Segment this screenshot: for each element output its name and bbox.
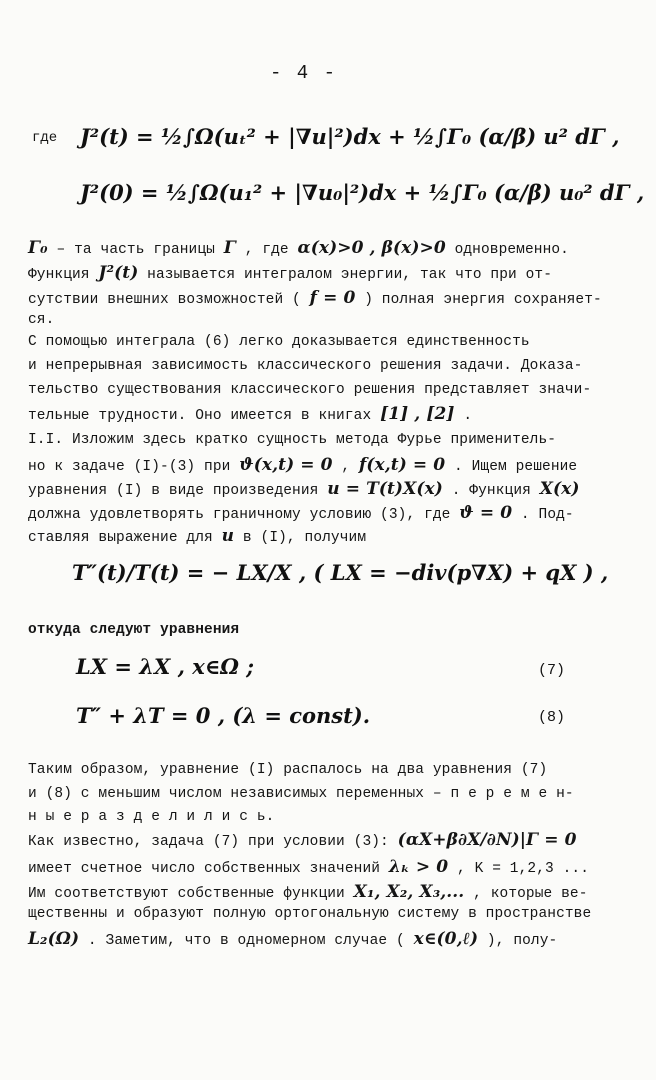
math-inline: L₂(Ω) <box>28 929 80 949</box>
text-line: и (8) с меньшим числом независимых переменных – п е р е м е н- <box>28 786 574 802</box>
text-line: уравнения (I) в виде произведения u = T(t)X(x) . Функция X(x) <box>28 479 580 499</box>
text-line: должна удовлетворять граничному условию (3), где ϑ = 0 . Под- <box>28 503 574 523</box>
where-label: где <box>32 130 58 146</box>
text-line: имеет счетное число собственных значений λₖ > 0 , K = 1,2,3 ... <box>28 857 590 877</box>
math-inline: X(x) <box>539 479 580 499</box>
math-inline: α(x)>0 , β(x)>0 <box>297 238 446 258</box>
equation-energy-0: J²(0) = ½∫Ω(u₁² + |∇u₀|²)dx + ½∫Γ₀ (α/β) u₀² dΓ , <box>80 180 645 205</box>
math-inline: u = T(t)X(x) <box>327 479 443 499</box>
math-inline: f(x,t) = 0 <box>358 455 446 475</box>
math-inline: Γ₀ <box>28 238 48 258</box>
math-inline: u <box>221 526 235 546</box>
text-line: L₂(Ω) . Заметим, что в одномерном случае ( x∈(0,ℓ) ), полу- <box>28 929 558 949</box>
text-line: Γ₀ – та часть границы Γ , где α(x)>0 , β(x)>0 одновременно. <box>28 238 569 258</box>
math-inline: (αX+β∂X/∂N)|Γ = 0 <box>397 830 577 850</box>
text-line: ставляя выражение для u в (I), получим <box>28 526 367 546</box>
text-line: но к задаче (I)-(3) при ϑ(x,t) = 0 , f(x,t) = 0 . Ищем решение <box>28 455 578 475</box>
text-line: ся. <box>28 312 55 328</box>
equation-energy-t: J²(t) = ½∫Ω(uₜ² + |∇u|²)dx + ½∫Γ₀ (α/β) u² dΓ , <box>80 124 620 149</box>
text-line: тельные трудности. Оно имеется в книгах [1] , [2] . <box>28 404 473 424</box>
equation-separation: T″(t)/T(t) = − LX/X , ( LX = −div(p∇X) + qX ) , <box>72 560 609 585</box>
text-line: сутствии внешних возможностей ( f = 0 ) полная энергия сохраняет- <box>28 288 602 308</box>
math-inline: Γ <box>223 238 236 258</box>
math-inline: x∈(0,ℓ) <box>413 929 479 949</box>
math-inline: λₖ > 0 <box>388 857 449 877</box>
text-line: Им соответствуют собственные функции X₁, X₂, X₃,... , которые ве- <box>28 882 588 902</box>
page-number: - 4 - <box>270 62 338 84</box>
citation: [1] , [2] <box>380 404 455 424</box>
text-line: Как известно, задача (7) при условии (3): (αX+β∂X/∂N)|Γ = 0 <box>28 830 577 850</box>
math-inline: ϑ = 0 <box>459 503 513 523</box>
equation-8: T″ + λT = 0 , (λ = const). <box>76 703 371 728</box>
text-line: Функция J²(t) называется интегралом энергии, так что при от- <box>28 263 553 283</box>
text-line: С помощью интеграла (6) легко доказывается единственность <box>28 334 530 350</box>
text-line: щественны и образуют полную ортогональную систему в пространстве <box>28 906 592 922</box>
text-line: н ы е р а з д е л и л и с ь. <box>28 809 275 825</box>
text-line: Таким образом, уравнение (I) распалось на два уравнения (7) <box>28 762 548 778</box>
math-inline: ϑ(x,t) = 0 <box>239 455 333 475</box>
math-inline: f = 0 <box>309 288 356 308</box>
text-line: I.I. Изложим здесь кратко сущность метода Фурье применитель- <box>28 432 557 448</box>
math-inline: X₁, X₂, X₃,... <box>353 882 465 902</box>
equation-8-number: (8) <box>538 709 566 726</box>
text-line: тельство существования классического решения представляет значи- <box>28 382 592 398</box>
math-inline: J²(t) <box>98 263 139 283</box>
equation-7-number: (7) <box>538 662 566 679</box>
equation-7: LX = λX , x∈Ω ; <box>76 654 255 679</box>
text-line: и непрерывная зависимость классического решения задачи. Доказа- <box>28 358 583 374</box>
text-line: откуда следуют уравнения <box>28 622 240 638</box>
